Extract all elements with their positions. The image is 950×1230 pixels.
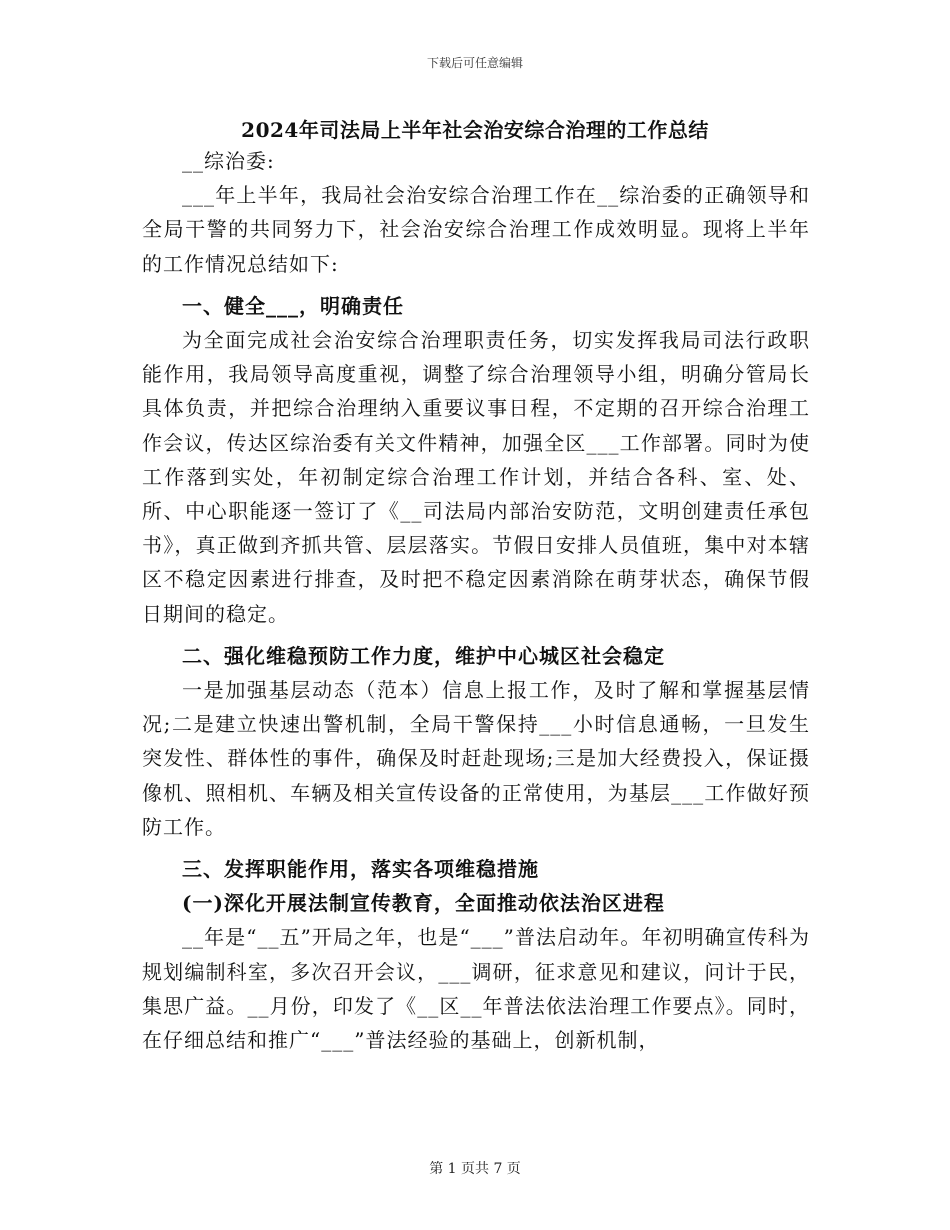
- section3-sub1-body: __年是“__五”开局之年，也是“___”普法启动年。年初明确宣传科为规划编制科室，多次召开会议，___调研，征求意见和建议，问计于民，集思广益。__月份，印发了《__区__年普法依法治理工作要点》。同时，在仔细总结和推广“___”普法经验的基础上，创新机制，: [142, 925, 810, 1053]
- section2-body: 一是加强基层动态（范本）信息上报工作，及时了解和掌握基层情况;二是建立快速出警机制，全局干警保持___小时信息通畅，一旦发生突发性、群体性的事件，确保及时赶赴现场;三是加大经费投入，保证摄像机、照相机、车辆及相关宣传设备的正常使用，为基层___工作做好预防工作。: [142, 678, 810, 839]
- page-footer: 第 1 页共 7 页: [429, 1161, 521, 1177]
- intro-paragraph: ___年上半年，我局社会治安综合治理工作在__综治委的正确领导和全局干警的共同努力下，社会治安综合治理工作成效明显。现将上半年的工作情况总结如下:: [142, 183, 810, 276]
- section3-sub1-heading: (一)深化开展法制宣传教育，全面推动依法治区进程: [182, 891, 665, 916]
- section2-heading: 二、强化维稳预防工作力度，维护中心城区社会稳定: [182, 643, 665, 668]
- section3-heading: 三、发挥职能作用，落实各项维稳措施: [182, 857, 539, 882]
- document-title: 2024年司法局上半年社会治安综合治理的工作总结: [241, 118, 709, 142]
- section1-body: 为全面完成社会治安综合治理职责任务，切实发挥我局司法行政职能作用，我局领导高度重视，调整了综合治理领导小组，明确分管局长具体负责，并把综合治理纳入重要议事日程，不定期的召开综合治理工作会议，传达区综治委有关文件精神，加强全区___工作部署。同时为使工作落到实处，年初制定综合治理工作计划，并结合各科、室、处、所、中心职能逐一签订了《__司法局内部治安防范，文明创建责任承包书》，真正做到齐抓共管、层层落实。节假日安排人员值班，集中对本辖区不稳定因素进行排查，及时把不稳定因素消除在萌芽状态，确保节假日期间的稳定。: [142, 328, 810, 626]
- header-note: 下载后可任意编辑: [426, 56, 523, 70]
- section1-heading: 一、健全___，明确责任: [182, 293, 404, 318]
- document-body: [142, 144, 810, 1057]
- addressee: __综治委:: [182, 149, 275, 173]
